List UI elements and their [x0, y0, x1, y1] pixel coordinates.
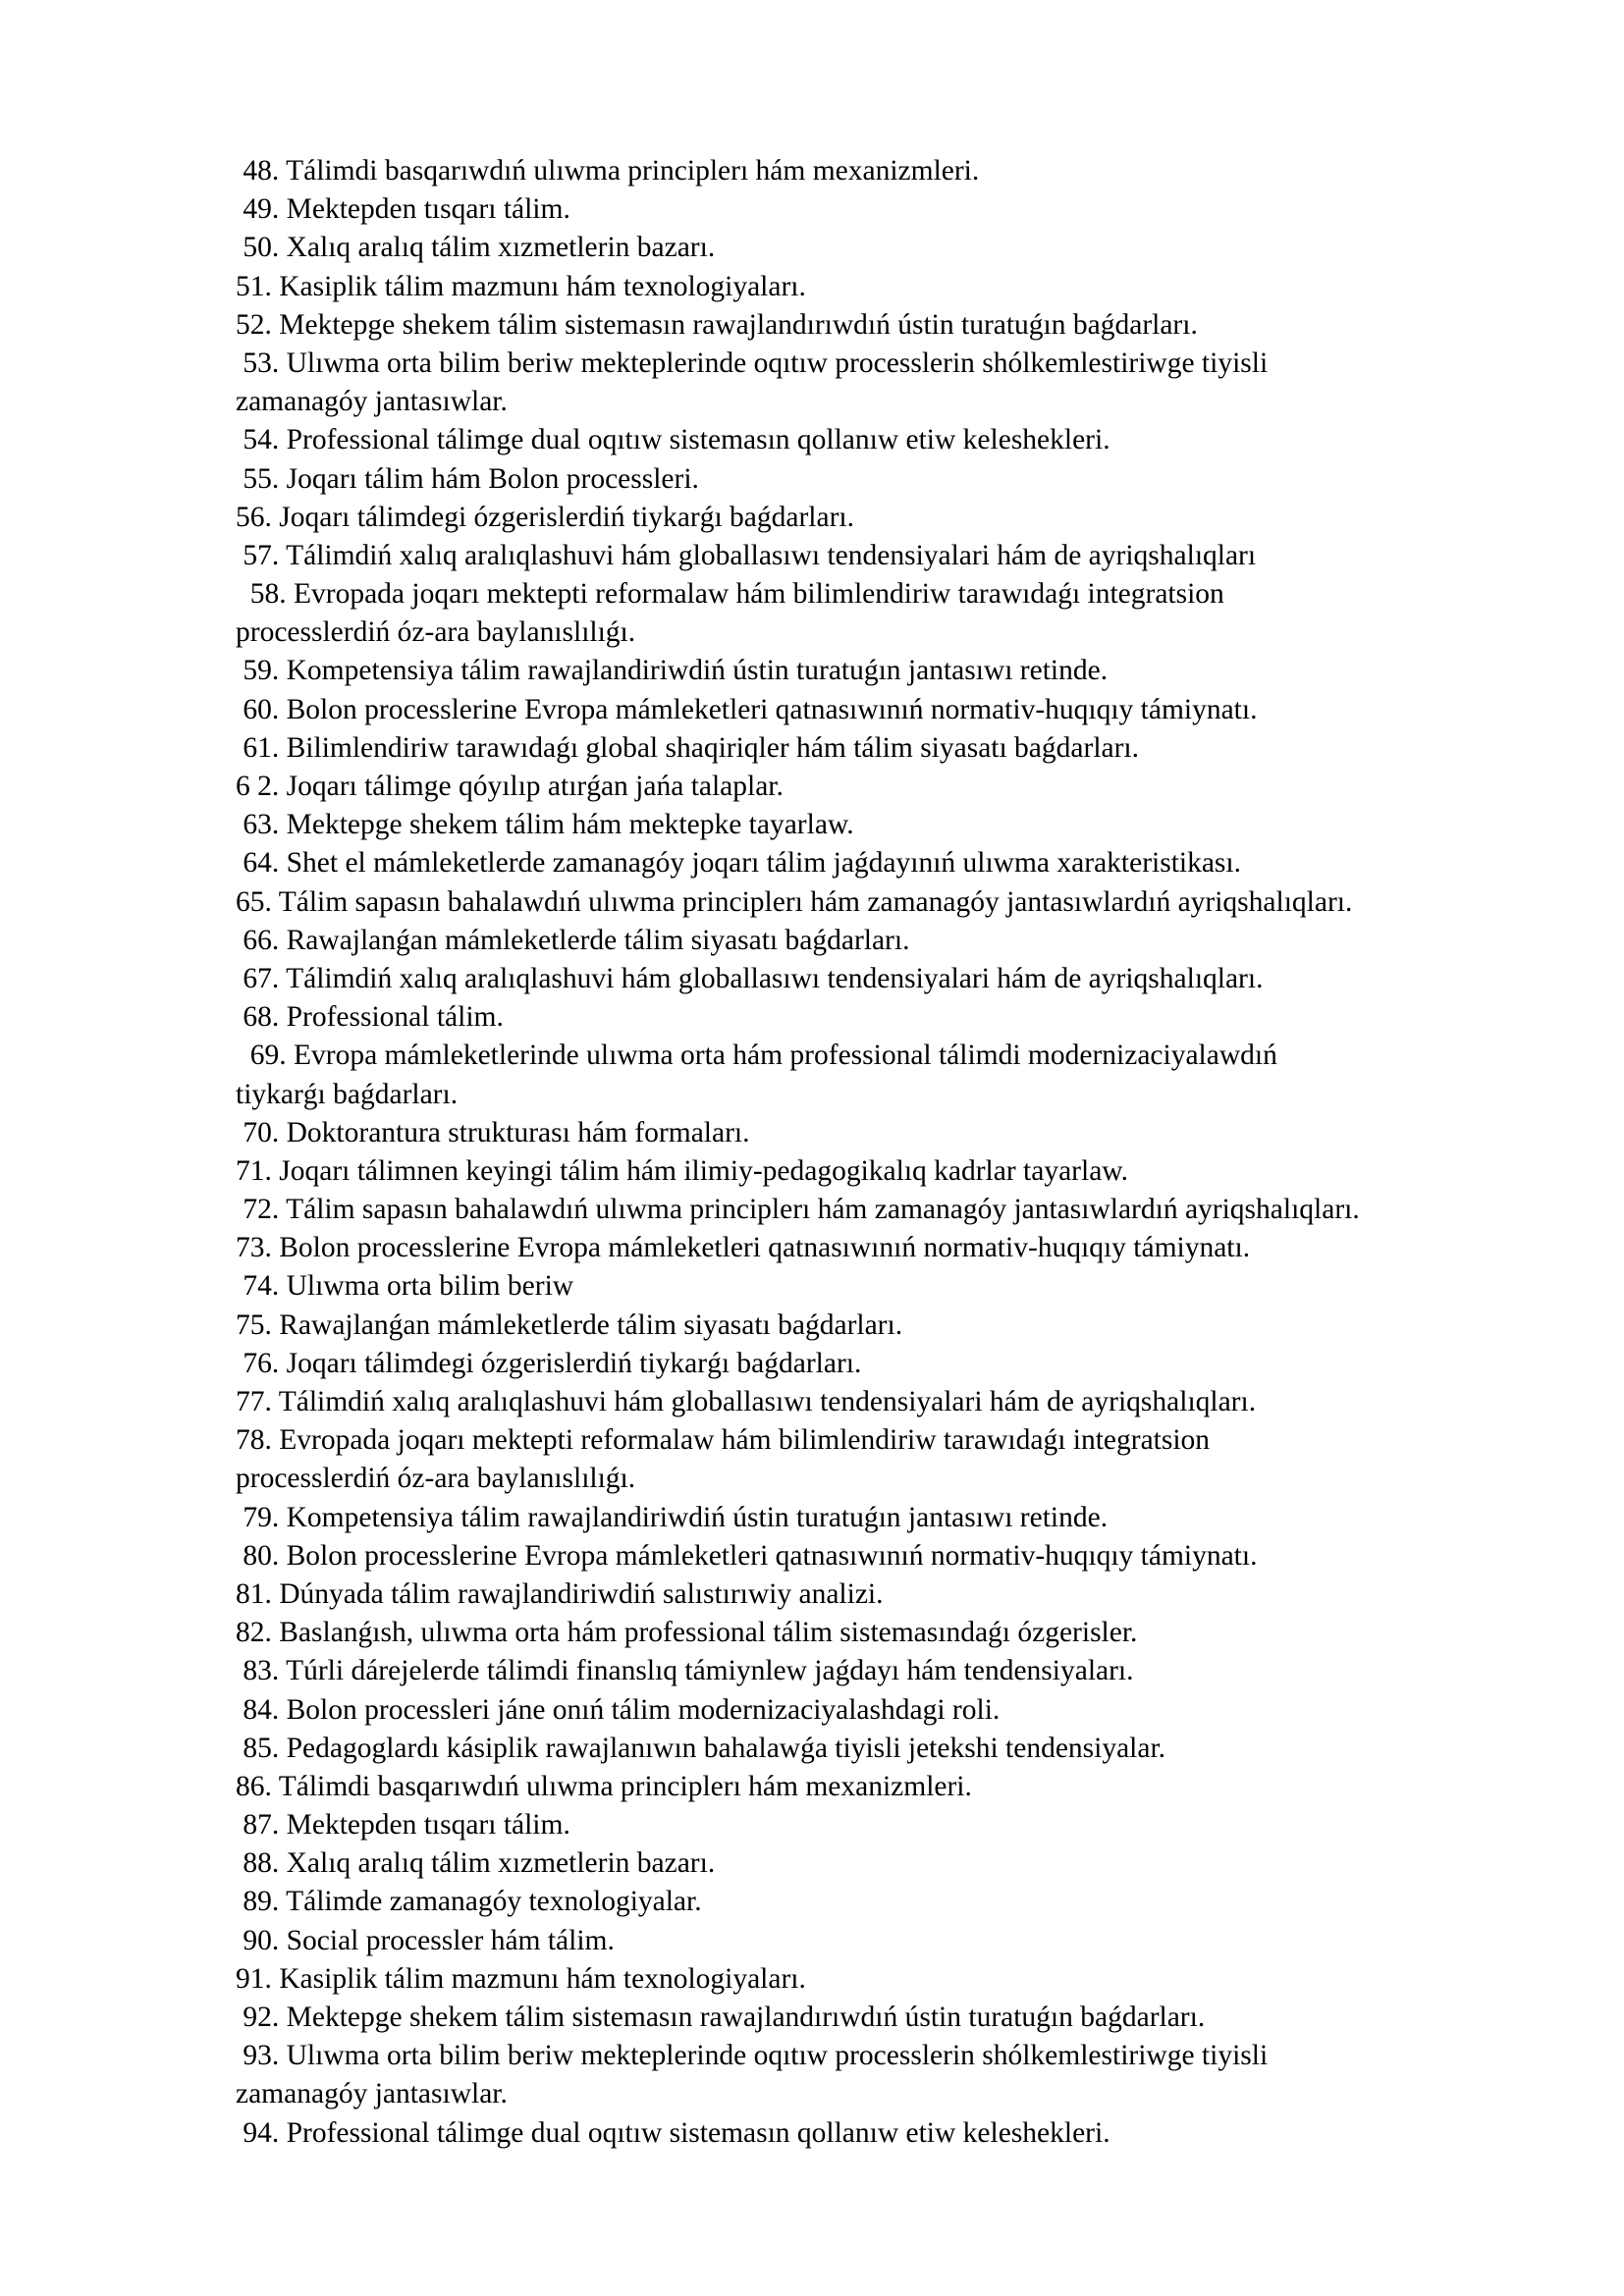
list-item: 55. Joqarı tálim hám Bolon processleri.: [236, 462, 699, 495]
list-item: 64. Shet el mámleketlerde zamanagóy joqarı tálim jaǵdayınıń ulıwma xarakteristikası.: [236, 847, 1241, 880]
list-item: 92. Mektepge shekem tálim sistemasın rawajlandırıwdıń ústin turatuǵın baǵdarları.: [236, 2002, 1206, 2033]
list-item: 76. Joqarı tálimdegi ózgerislerdiń tiykarǵı baǵdarları.: [236, 1347, 862, 1379]
list-item: 72. Tálim sapasın bahalawdıń ulıwma principlerı hám zamanagóy jantasıwlardıń ayriqshalıqları.: [236, 1194, 1360, 1226]
list-item: 68. Professional tálim.: [236, 1001, 504, 1034]
list-item: 65. Tálim sapasın bahalawdıń ulıwma principlerı hám zamanagóy jantasıwlardıń ayriqshalıqları.: [236, 885, 1353, 918]
list-item: 71. Joqarı tálimnen keyingi tálim hám ilimiy-pedagogikalıq kadrlar tayarlaw.: [236, 1154, 1129, 1187]
list-item: 67. Tálimdiń xalıq aralıqlashuvi hám globallasıwı tendensiyalari hám de ayriqshalıqları.: [236, 962, 1264, 994]
list-item: 88. Xalıq aralıq tálim xızmetlerin bazarı.: [236, 1847, 716, 1880]
list-item: 49. Mektepden tısqarı tálim.: [236, 193, 570, 226]
list-item: 50. Xalıq aralıq tálim xızmetlerin bazarı.: [236, 232, 716, 264]
list-item: 83. Túrli dárejelerde tálimdi finanslıq támiynlew jaǵdayı hám tendensiyaları.: [236, 1655, 1134, 1687]
list-item: 73. Bolon processlerine Evropa mámleketleri qatnasıwınıń normativ-huqıqıy támiynatı.: [236, 1232, 1251, 1264]
list-item: 84. Bolon processleri jáne onıń tálim modernizaciyalashdagi roli.: [236, 1693, 1001, 1726]
list-item: 80. Bolon processlerine Evropa mámleketleri qatnasıwınıń normativ-huqıqıy támiynatı.: [236, 1539, 1258, 1572]
list-item: 74. Ulıwma orta bilim beriw: [236, 1270, 574, 1303]
list-item: 48. Tálimdi basqarıwdıń ulıwma principlerı hám mexanizmleri.: [236, 155, 980, 187]
list-item: 59. Kompetensiya tálim rawajlandiriwdiń ústin turatuǵın jantasıwı retinde.: [236, 655, 1109, 687]
document-page: [236, 152, 1532, 2153]
list-item: 54. Professional tálimge dual oqıtıw sistemasın qollanıw etiw keleshekleri.: [236, 424, 1110, 456]
list-item: 77. Tálimdiń xalıq aralıqlashuvi hám globallasıwı tendensiyalari hám de ayriqshalıqları.: [236, 1386, 1257, 1417]
list-item: 91. Kasiplik tálim mazmunı hám texnologiyaları.: [236, 1962, 806, 1995]
list-item: 87. Mektepden tısqarı tálim.: [236, 1809, 570, 1842]
list-item: 63. Mektepge shekem tálim hám mektepke tayarlaw.: [236, 809, 854, 841]
list-item-continuation: zamanagóy jantasıwlar.: [236, 386, 508, 418]
list-item: 94. Professional tálimge dual oqıtıw sistemasın qollanıw etiw keleshekleri.: [236, 2116, 1110, 2149]
list-item: 82. Baslanǵısh, ulıwma orta hám professional tálim sistemasındaǵı ózgerisler.: [236, 1617, 1138, 1649]
list-item: 93. Ulıwma orta bilim beriw mekteplerinde oqıtıw processlerin shólkemlestiriwge tiyisli: [236, 2040, 1269, 2072]
list-item-continuation: zamanagóy jantasıwlar.: [236, 2078, 508, 2110]
list-item: 69. Evropa mámleketlerinde ulıwma orta hám professional tálimdi modernizaciyalawdıń: [236, 1040, 1277, 1072]
list-item: 70. Doktorantura strukturası hám formaları.: [236, 1116, 750, 1148]
list-item: 52. Mektepge shekem tálim sistemasın rawajlandırıwdıń ústin turatuǵın baǵdarları.: [236, 308, 1198, 341]
list-item: 57. Tálimdiń xalıq aralıqlashuvi hám globallasıwı tendensiyalari hám de ayriqshalıqları: [236, 539, 1257, 571]
list-item: 53. Ulıwma orta bilim beriw mekteplerinde oqıtıw processlerin shólkemlestiriwge tiyisli: [236, 347, 1269, 379]
list-item: 51. Kasiplik tálim mazmunı hám texnologiyaları.: [236, 270, 806, 302]
list-item: 56. Joqarı tálimdegi ózgerislerdiń tiykarǵı baǵdarları.: [236, 501, 854, 533]
list-item: 75. Rawajlanǵan mámleketlerde tálim siyasatı baǵdarları.: [236, 1308, 903, 1341]
list-item: 60. Bolon processlerine Evropa mámleketleri qatnasıwınıń normativ-huqıqıy támiynatı.: [236, 693, 1258, 725]
list-item: 78. Evropada joqarı mektepti reformalaw hám bilimlendiriw tarawıdaǵı integratsion: [236, 1424, 1211, 1457]
list-item: 86. Tálimdi basqarıwdıń ulıwma principlerı hám mexanizmleri.: [236, 1770, 972, 1802]
list-item-continuation: processlerdiń óz-ara baylanıslılıǵı.: [236, 616, 636, 649]
list-item: 6 2. Joqarı tálimge qóyılıp atırǵan jańa talaplar.: [236, 771, 784, 802]
list-item: 81. Dúnyada tálim rawajlandiriwdiń salıstırıwiy analizi.: [236, 1577, 884, 1610]
list-item: 58. Evropada joqarı mektepti reformalaw hám bilimlendiriw tarawıdaǵı integratsion: [236, 578, 1224, 611]
list-item: 79. Kompetensiya tálim rawajlandiriwdiń ústin turatuǵın jantasıwı retinde.: [236, 1501, 1109, 1533]
list-item-continuation: processlerdiń óz-ara baylanıslılıǵı.: [236, 1463, 636, 1495]
list-item: 61. Bilimlendiriw tarawıdaǵı global shaqiriqler hám tálim siyasatı baǵdarları.: [236, 731, 1140, 764]
list-item: 66. Rawajlanǵan mámleketlerde tálim siyasatı baǵdarları.: [236, 924, 910, 956]
list-item: 85. Pedagoglardı kásiplik rawajlanıwın bahalawǵa tiyisli jetekshi tendensiyalar.: [236, 1732, 1166, 1764]
list-item: 89. Tálimde zamanagóy texnologiyalar.: [236, 1886, 702, 1918]
list-item: 90. Social processler hám tálim.: [236, 1924, 615, 1956]
list-item-continuation: tiykarǵı baǵdarları.: [236, 1078, 459, 1110]
